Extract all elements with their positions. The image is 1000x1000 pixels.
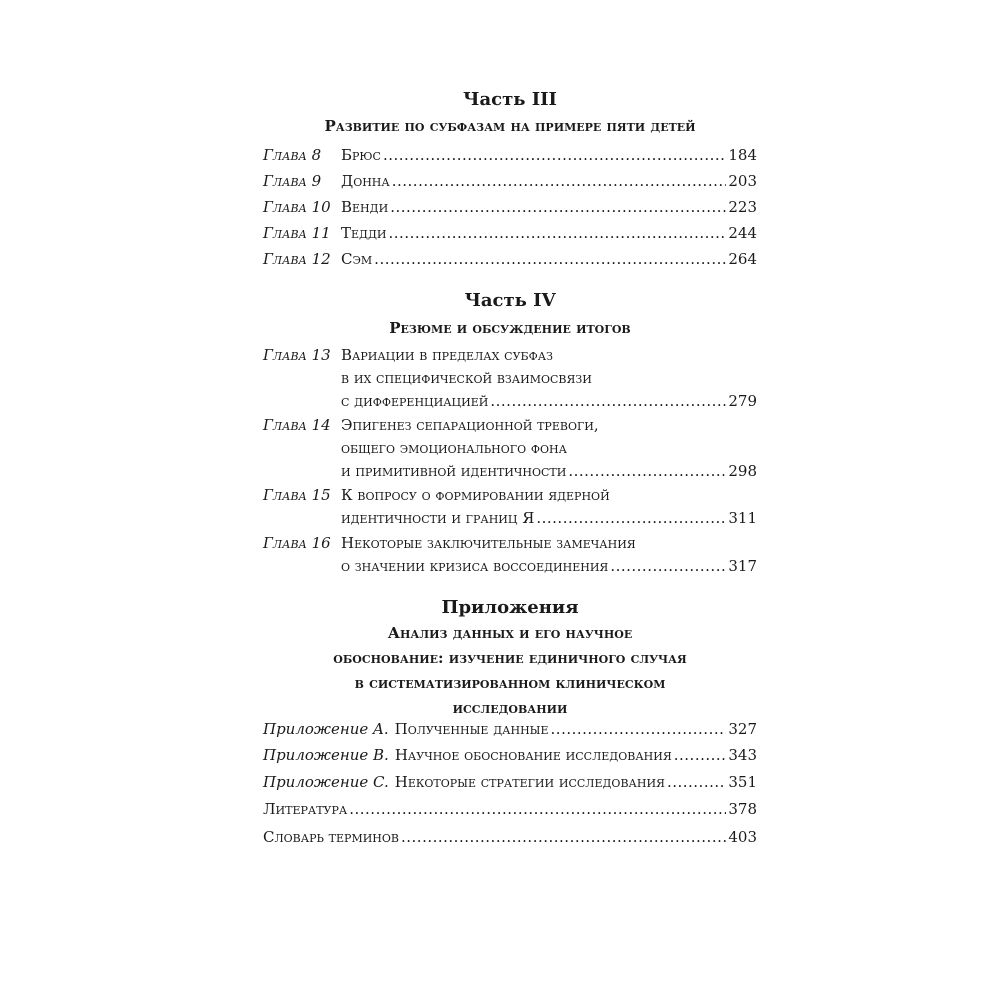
page-number: 378 [728, 800, 757, 818]
part-4-subtitle: Резюме и обсуждение итогов [389, 319, 631, 337]
references-title: Литература [263, 800, 348, 818]
chapter-label: Глава 10 [263, 198, 331, 216]
appendix-subtitle-line: обоснование: изучение единичного случая [333, 649, 687, 667]
part-3-title: Часть III [463, 89, 557, 110]
dot-leader [390, 196, 726, 219]
chapter-title-line: Некоторые заключительные замечания [341, 534, 636, 552]
dot-leader [374, 248, 726, 271]
chapter-title-line: о значении кризиса воссоединения [341, 557, 609, 575]
chapter-title: Донна [341, 172, 390, 190]
page-number: 298 [728, 462, 757, 480]
part-4-title: Часть IV [464, 290, 556, 311]
chapter-title: Брюс [341, 146, 381, 164]
page-number: 184 [728, 146, 757, 164]
dot-leader [610, 555, 726, 578]
appendix-entry-title: Научное обоснование исследования [394, 746, 672, 764]
page-number: 317 [728, 557, 757, 575]
appendix-subtitle-line: в систематизированном клиническом [354, 674, 666, 692]
chapter-title-line: общего эмоционального фона [341, 439, 567, 457]
dot-leader [383, 144, 726, 167]
appendix-subtitle-line: Анализ данных и его научное [387, 624, 633, 642]
chapter-label: Глава 8 [263, 146, 322, 164]
appendix-label: Приложение A. [263, 720, 389, 738]
glossary-title: Словарь терминов [263, 828, 399, 846]
chapter-label: Глава 14 [263, 416, 331, 434]
chapter-title-line: Вариации в пределах субфаз [341, 346, 553, 364]
page-number: 327 [728, 720, 757, 738]
appendix-entry-title: Полученные данные [394, 720, 549, 738]
dot-leader [401, 826, 726, 849]
dot-leader [349, 798, 726, 821]
appendix-label: Приложение B. [263, 746, 389, 764]
page-number: 223 [728, 198, 757, 216]
chapter-title-line: идентичности и границ Я [341, 509, 535, 527]
dot-leader [392, 170, 727, 193]
chapter-label: Глава 12 [263, 250, 331, 268]
chapter-title-line: в их специфической взаимосвязи [341, 369, 592, 387]
appendix-subtitle-line: исследовании [452, 699, 568, 717]
chapter-title-line: с дифференциацией [341, 392, 489, 410]
chapter-label: Глава 11 [263, 224, 331, 242]
chapter-label: Глава 9 [263, 172, 322, 190]
appendix-label: Приложение C. [263, 773, 389, 791]
toc-entry-appendix-c[interactable] [263, 771, 757, 794]
appendix-entry-title: Некоторые стратегии исследования [394, 773, 665, 791]
dot-leader [536, 507, 726, 530]
chapter-title: Сэм [341, 250, 373, 268]
page-number: 264 [728, 250, 757, 268]
chapter-title-line: и примитивной идентичности [341, 462, 567, 480]
dot-leader [674, 744, 727, 767]
chapter-label: Глава 15 [263, 486, 331, 504]
chapter-title-line: К вопросу о формировании ядерной [341, 486, 610, 504]
toc-entry-references[interactable] [263, 798, 757, 821]
page-number: 203 [728, 172, 757, 190]
appendix-title: Приложения [441, 597, 579, 618]
chapter-label: Глава 16 [263, 534, 331, 552]
page-number: 311 [728, 509, 757, 527]
dot-leader [389, 222, 727, 245]
dot-leader [551, 718, 727, 741]
page-number: 343 [728, 746, 757, 764]
chapter-label: Глава 13 [263, 346, 331, 364]
part-3-subtitle: Развитие по субфазам на примере пяти детей [324, 117, 696, 135]
chapter-title: Тедди [341, 224, 387, 242]
toc-entry-appendix-b[interactable] [263, 744, 757, 767]
page-number: 351 [728, 773, 757, 791]
dot-leader [667, 771, 726, 794]
page-number: 244 [728, 224, 757, 242]
dot-leader [490, 390, 726, 413]
toc-entry-glossary[interactable] [263, 826, 757, 849]
page-number: 279 [728, 392, 757, 410]
chapter-title-line: Эпигенез сепарационной тревоги, [341, 416, 599, 434]
page-number: 403 [728, 828, 757, 846]
dot-leader [568, 460, 726, 483]
chapter-title: Венди [341, 198, 389, 216]
toc-entry-appendix-a[interactable] [263, 718, 757, 741]
